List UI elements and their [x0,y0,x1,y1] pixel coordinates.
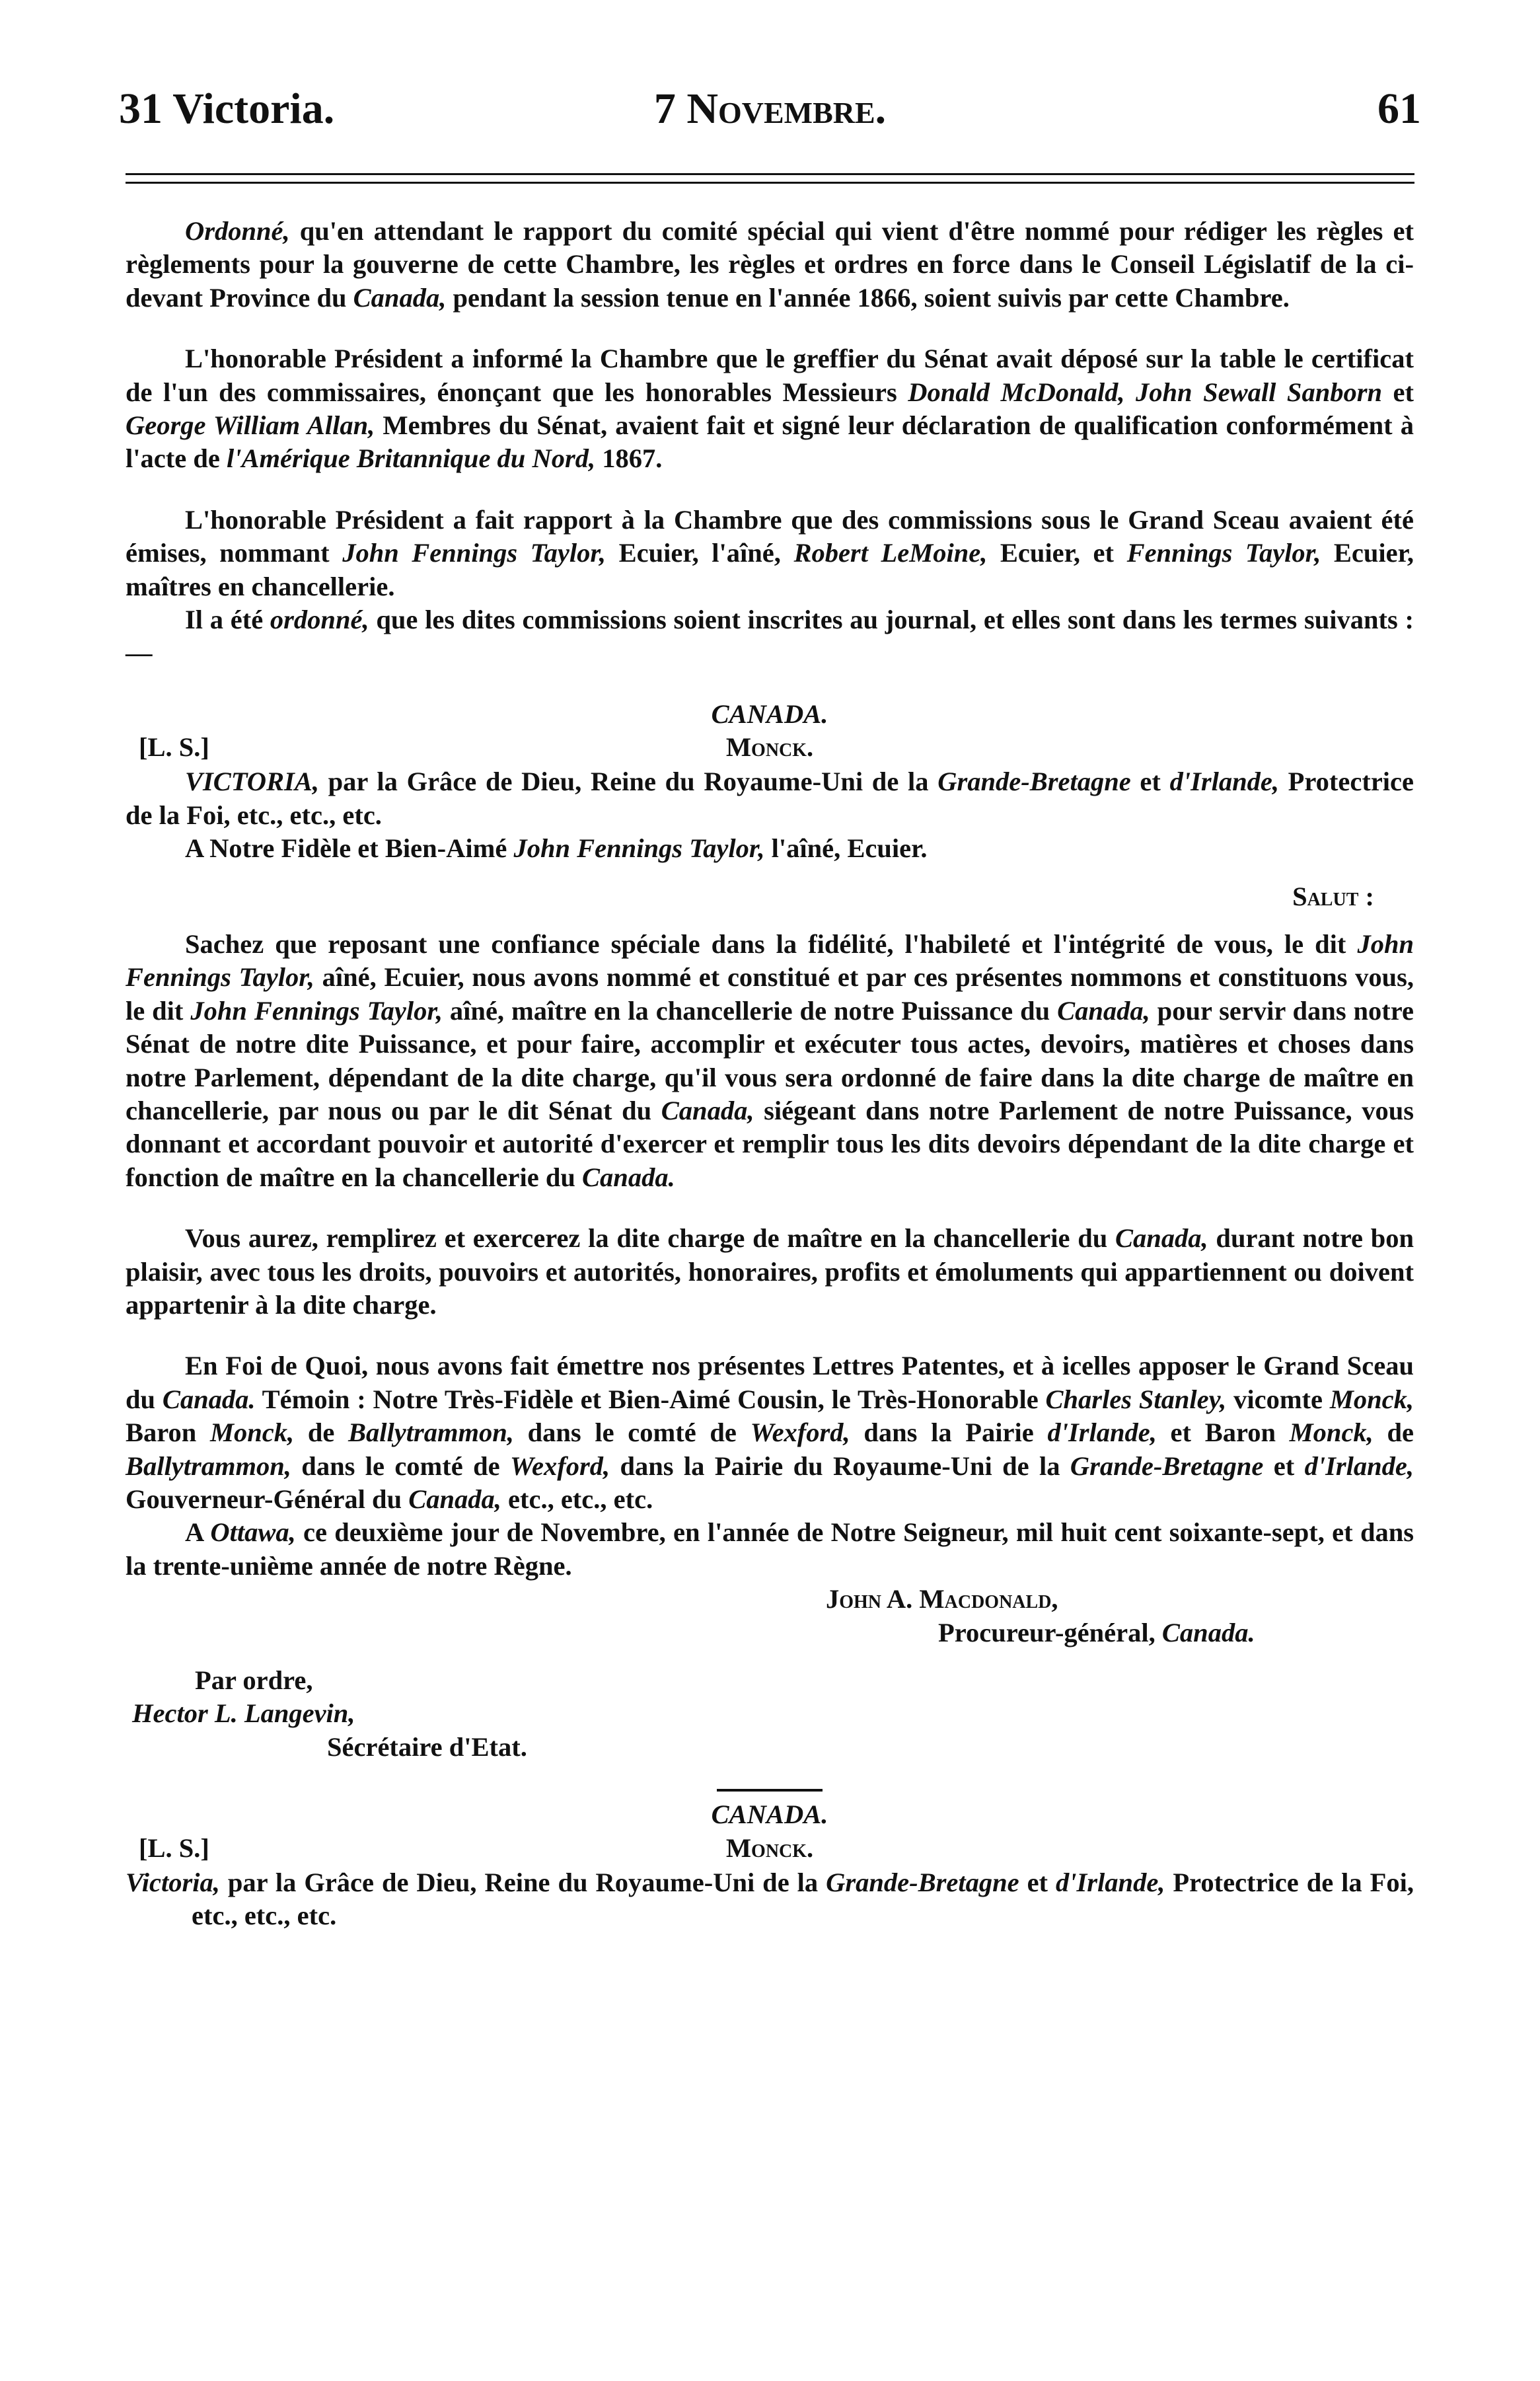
paragraph-order-rules [126,215,1414,315]
italic-text: Victoria, [126,1867,220,1897]
signature-name: John A. Macdonald, [826,1584,1058,1614]
text: ce deuxième jour de Novembre, en l'année de Notre Seigneur, mil huit cent soixante-sept, et dans la trente-unième année de notre Règne. [126,1517,1414,1581]
header-date [119,79,1421,139]
commission-1-preamble [126,765,1414,832]
text: L'honorable Président a fait rapport à la Chambre que des commissions sous le Grand Sceau avaient été émises, nommant [126,504,1414,568]
text: 1867. [595,443,663,474]
italic-text: ordonné, [270,605,369,635]
text: Il a été [185,605,270,635]
commission-1-heading [126,698,1414,731]
canada-heading: CANADA. [711,1799,828,1830]
by-order: Par ordre, [195,1665,313,1696]
text: dans le comté de [291,1451,510,1481]
header-regnal-year: 31 Victoria. [119,85,335,133]
signer-name: Monck. [725,732,814,763]
italic-text: d'Irlande, [1047,1417,1157,1448]
paragraph-tenure [126,1222,1414,1322]
seal-mark: [L. S.] [139,732,209,763]
text: aîné, maître en la chancellerie de notre Puissance du [443,995,1058,1026]
paragraph-appointment [126,928,1414,1194]
section-divider [717,1789,823,1792]
italic-text: Monck, [209,1417,295,1448]
text: Ecuier, maîtres en chancellerie. [126,538,1414,601]
text: pendant la session tenue en l'année 1866, soient suivis par cette Chambre. [446,282,1290,313]
italic-text: Ordonné, [185,216,290,246]
italic-text: Ballytrammon, [348,1417,514,1448]
italic-text: Canada. [582,1162,675,1192]
paragraph-commissions-report [126,504,1414,603]
text: et [1263,1451,1305,1481]
italic-text: Robert LeMoine, [793,538,988,568]
salutation: Salut : [1292,881,1374,911]
paragraph-given-at [126,1516,1414,1583]
text: de [294,1417,348,1448]
italic-text: John Fennings Taylor, [513,833,765,864]
signer-name: Monck. [725,1833,814,1863]
italic-text: Donald McDonald, John Sewall Sanborn [908,377,1382,407]
italic-text: VICTORIA, [185,767,319,797]
italic-text: Ottawa, [210,1517,296,1548]
text: Gouverneur-Général du [126,1484,409,1514]
text: et Baron [1156,1417,1290,1448]
paragraph-witness [126,1349,1414,1516]
italic-text: Charles Stanley, [1045,1384,1227,1414]
text: Protectrice de la Foi, etc., etc., etc. [192,1867,1414,1931]
text: Procureur-général, [938,1617,1162,1647]
text: aîné, Ecuier, nous avons nommé et constitué et par ces présentes nommons et constituons vous, le dit [126,962,1414,1026]
text: dans le comté de [513,1417,751,1448]
text: Protectrice de la Foi, etc., etc., etc. [126,767,1414,830]
text: de [1373,1417,1414,1448]
text: Témoin : Notre Très-Fidèle et Bien-Aimé Cousin, le Très-Honorable [255,1384,1046,1414]
text: Ecuier, l'aîné, [606,538,794,568]
text: Sachez que reposant une confiance spéciale dans la fidélité, l'habileté et l'intégrité de vous, le dit [185,928,1358,959]
italic-text: John Fennings Taylor, [126,928,1414,993]
signature-title [126,1616,1414,1649]
text: et [1130,767,1170,797]
text: etc., etc., etc. [501,1484,653,1514]
text: Baron [126,1417,210,1448]
header-rule [126,173,1414,184]
italic-text: Hector L. Langevin, [132,1698,355,1729]
italic-text: Monck, [1289,1417,1374,1448]
secretary-title: Sécrétaire d'Etat. [327,1731,527,1762]
text: et [1382,377,1414,407]
canada-heading: CANADA. [711,699,828,729]
text: par la Grâce de Dieu, Reine du Royaume-Uni de la [318,767,938,797]
text: dans la Pairie du Royaume-Uni de la [610,1451,1070,1481]
italic-text: Grande-Bretagne [826,1867,1019,1897]
text: Membres du Sénat, avaient fait et signé leur déclaration de qualification conformément à l'acte de [126,410,1414,474]
commission-2-heading [126,1798,1414,1831]
text: L'honorable Président a informé la Chambre que le greffier du Sénat avait déposé sur la table le certificat de l'un des commissaires, énonçant que les honorables Messieurs [126,344,1414,407]
italic-text: Ballytrammon, [126,1451,291,1481]
commission-2-seal-row [126,1832,1414,1866]
text: Ecuier, et [987,538,1127,568]
text: vicomte [1226,1384,1330,1414]
italic-text: d'Irlande, [1056,1867,1165,1897]
text: dans la Pairie [850,1417,1048,1448]
header-date-text: 7 Novembre. [653,85,887,133]
page-body [126,215,1414,1932]
secretary-name [126,1697,1414,1730]
italic-text: John Fennings Taylor, [342,538,606,568]
seal-mark: [L. S.] [139,1833,209,1863]
text: pour servir dans notre Sénat de notre dite Puissance, et pour faire, accomplir et exécuter tous actes, devoirs, matières et choses dans notre Parlement, dépendant de la dite charge, qu'il vous sera ordonné de faire dans la dite charge de maître en chancellerie, par nous ou par le dit Sénat du [126,995,1414,1125]
paragraph-commissions-ordered [126,603,1414,670]
italic-text: Canada, [408,1484,501,1514]
italic-text: Canada, [661,1095,754,1125]
text: En Foi de Quoi, nous avons fait émettre nos présentes Lettres Patentes, et à icelles apposer le Grand Sceau du [126,1351,1414,1414]
italic-text: Canada. [1161,1617,1255,1647]
italic-text: George William Allan, [126,410,375,441]
text: et [1019,1867,1056,1897]
italic-text: Canada, [1057,995,1150,1026]
text: qu'en attendant le rapport du comité spécial qui vient d'être nommé pour rédiger les règles et règlements pour la gouverne de cette Chambre, les règles et ordres en force dans le Conseil Législatif de la ci-devant Province du [126,216,1414,313]
paragraph-senate-qualification [126,342,1414,476]
text: siégeant dans notre Parlement de notre Puissance, vous donnant et accordant pouvoir et autorité d'exercer et remplir tous les dits devoirs dépendant de la dite charge et fonction de maître en la chancellerie du [126,1095,1414,1192]
italic-text: d'Irlande, [1169,767,1279,797]
text: par la Grâce de Dieu, Reine du Royaume-Uni de la [219,1867,826,1897]
text: l'aîné, Ecuier. [764,833,928,864]
italic-text: Fennings Taylor, [1126,538,1321,568]
text: A Notre Fidèle et Bien-Aimé [185,833,514,864]
italic-text: John Fennings Taylor, [190,995,443,1026]
text: A [185,1517,211,1548]
italic-text: Wexford, [750,1417,850,1448]
italic-text: Wexford, [510,1451,610,1481]
italic-text: Monck, [1329,1384,1414,1414]
italic-text: d'Irlande, [1304,1451,1414,1481]
page-number: 61 [1377,85,1421,133]
italic-text: Canada, [1115,1223,1208,1254]
commission-1-addressee [126,832,1414,865]
text: Vous aurez, remplirez et exercerez la dite charge de maître en la chancellerie du [185,1223,1115,1254]
commission-2-preamble [126,1866,1414,1933]
text: durant notre bon plaisir, avec tous les droits, pouvoirs et autorités, honoraires, profits et émoluments qui appartiennent ou doivent appartenir à la dite charge. [126,1223,1414,1320]
text: que les dites commissions soient inscrites au journal, et elles sont dans les termes suivants :— [126,605,1414,668]
italic-text: Canada. [162,1384,256,1414]
page-header [119,79,1421,139]
italic-text: Canada, [353,282,447,313]
italic-text: Grande-Bretagne [1070,1451,1264,1481]
italic-text: Grande-Bretagne [937,767,1131,797]
commission-1-seal-row [126,731,1414,765]
italic-text: l'Amérique Britannique du Nord, [226,443,596,474]
